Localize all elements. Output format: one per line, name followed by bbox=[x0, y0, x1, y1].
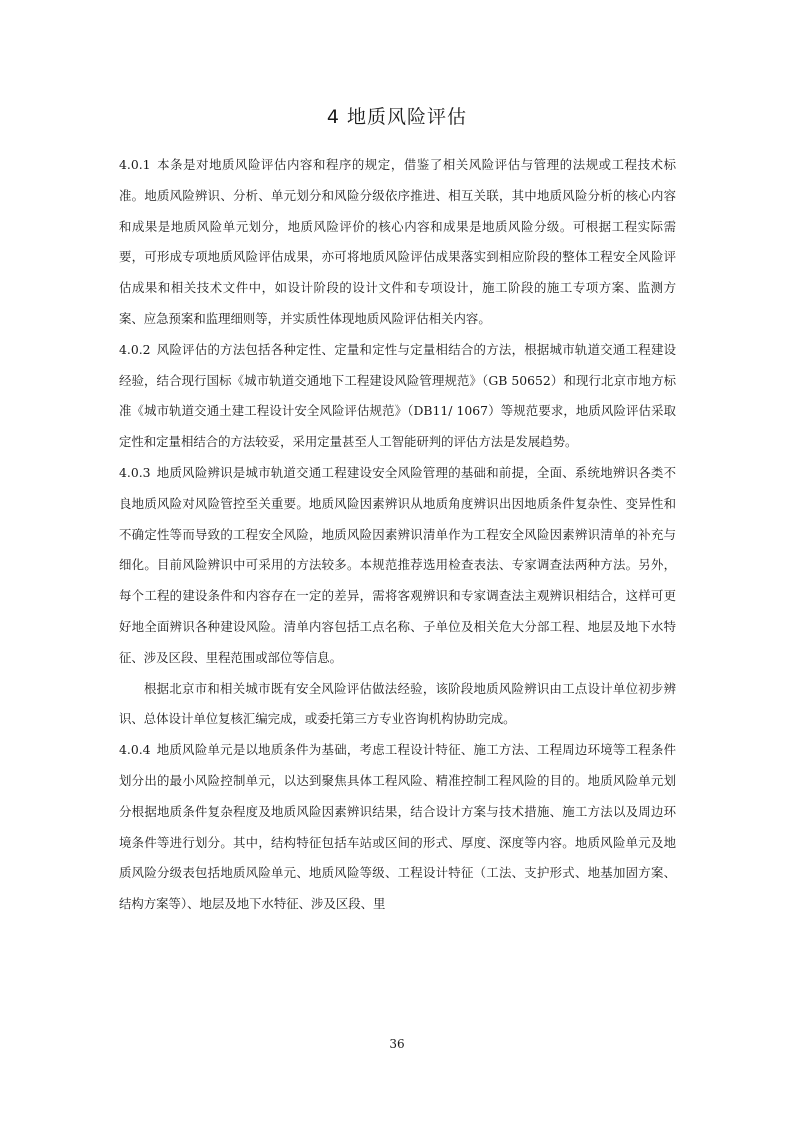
section-title: 4 地质风险评估 bbox=[326, 106, 468, 128]
paragraph-4-0-2 bbox=[119, 335, 676, 458]
paragraph-text: 地质风险辨识是城市轨道交通工程建设安全风险管理的基础和前提，全面、系统地辨识各类不良地质风险对风险管控至关重要。地质风险因素辨识从地质角度辨识出因地质条件复杂性、变异性和不确定性等而导致的工程安全风险，地质风险因素辨识清单作为工程安全风险因素辨识清单的补充与细化。目前风险辨识中可采用的方法较多。本规范推荐选用检查表法、专家调查法两种方法。另外，每个工程的建设条件和内容存在一定的差异，需将客观辨识和专家调查法主观辨识相结合，这样可更好地全面辨识各种建设风险。清单内容包括工点名称、子单位及相关危大分部工程、地层及地下水特征、涉及区段、里程范围或部位等信息。 bbox=[119, 464, 676, 665]
paragraph-text: 地质风险单元是以地质条件为基础，考虑工程设计特征、施工方法、工程周边环境等工程条件划分出的最小风险控制单元，以达到聚焦具体工程风险、精准控制工程风险的目的。地质风险单元划分根据地质条件复杂程度及地质风险因素辨识结果，结合设计方案与技术措施、施工方法以及周边环境条件等进行划分。其中，结构特征包括车站或区间的形式、厚度、深度等内容。地质风险单元及地质风险分级表包括地质风险单元、地质风险等级、工程设计特征（工法、支护形式、地基加固方案、结构方案等）、地层及地下水特征、涉及区段、里 bbox=[119, 742, 676, 912]
clause-number: 4.0.2 bbox=[119, 341, 151, 357]
paragraph-4-0-3-continued bbox=[119, 674, 676, 736]
paragraph-4-0-3 bbox=[119, 458, 676, 674]
page-number: 36 bbox=[389, 1037, 405, 1051]
paragraph-4-0-1 bbox=[119, 150, 676, 335]
paragraph-text: 风险评估的方法包括各种定性、定量和定性与定量相结合的方法，根据城市轨道交通工程建设经验，结合现行国标《城市轨道交通地下工程建设风险管理规范》（GB 50652）和现行北京市地方标准《城市轨道交通土建工程设计安全风险评估规范》（DB11/ 1067）等规范要求，地质风险评估采取定性和定量相结合的方法较妥，采用定量甚至人工智能研判的评估方法是发展趋势。 bbox=[119, 341, 676, 450]
body-text bbox=[119, 150, 676, 920]
clause-number: 4.0.4 bbox=[119, 742, 151, 758]
clause-number: 4.0.1 bbox=[119, 157, 151, 172]
paragraph-text: 本条是对地质风险评估内容和程序的规定，借鉴了相关风险评估与管理的法规或工程技术标准。地质风险辨识、分析、单元划分和风险分级依序推进、相互关联，其中地质风险分析的核心内容和成果是地质风险单元划分，地质风险评价的核心内容和成果是地质风险分级。可根据工程实际需要，可形成专项地质风险评估成果，亦可将地质风险评估成果落实到相应阶段的整体工程安全风险评估成果和相关技术文件中，如设计阶段的设计文件和专项设计，施工阶段的施工专项方案、监测方案、应急预案和监理细则等，并实质性体现地质风险评估相关内容。 bbox=[119, 157, 676, 326]
paragraph-4-0-4 bbox=[119, 735, 676, 920]
clause-number: 4.0.3 bbox=[119, 464, 151, 480]
paragraph-text: 根据北京市和相关城市既有安全风险评估做法经验，该阶段地质风险辨识由工点设计单位初步辨识、总体设计单位复核汇编完成，或委托第三方专业咨询机构协助完成。 bbox=[119, 680, 676, 727]
